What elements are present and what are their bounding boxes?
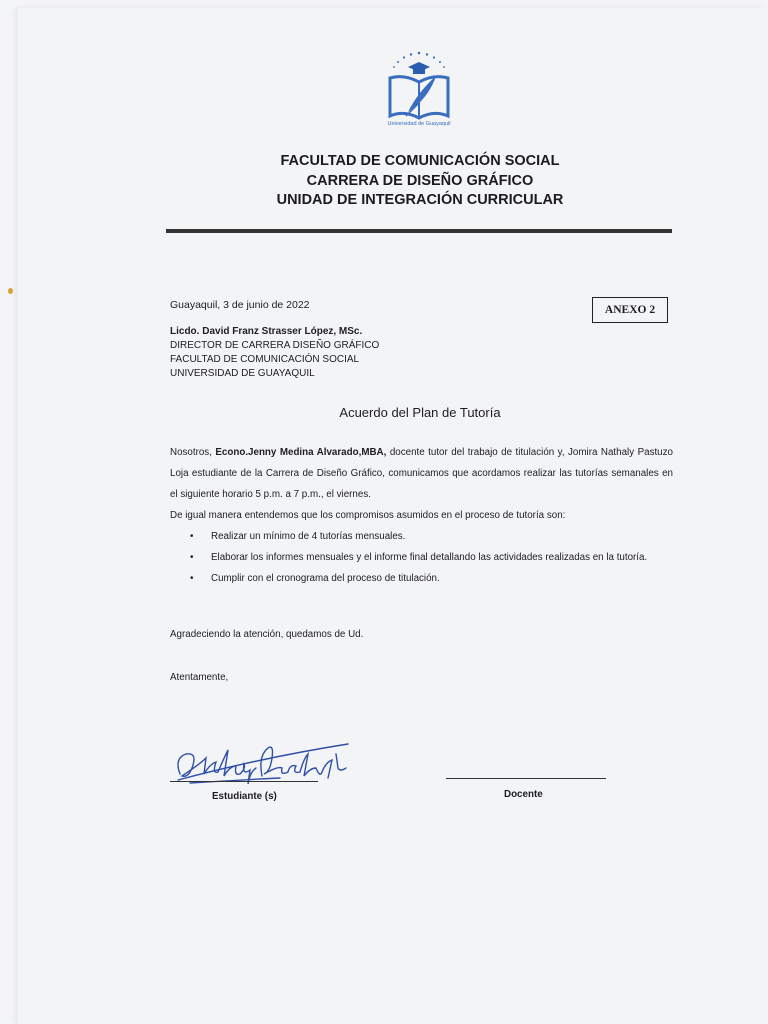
commitments-intro: De igual manera entendemos que los compromisos asumidos en el proceso de tutoría son: — [170, 510, 566, 521]
list-item: • Cumplir con el cronograma del proceso de titulación. — [170, 568, 673, 589]
intro-start: Nosotros, — [170, 447, 216, 458]
commitments-list — [170, 526, 673, 589]
intro-rest: docente tutor del trabajo de titulación y, Jomira Nathaly Pastuzo Loja estudiante de la Carrera de Diseño Gráfico, comunicamos que acordamos realizar las tutorías semanales en el siguiente horario 5 p.m. a 7 p.m., el viernes. — [170, 447, 673, 500]
header-faculty: FACULTAD DE COMUNICACIÓN SOCIAL — [280, 153, 560, 169]
student-signature — [170, 728, 352, 788]
document-title: Acuerdo del Plan de Tutoría — [339, 405, 501, 420]
student-signature-line — [170, 781, 318, 782]
list-item: • Elaborar los informes mensuales y el informe final detallando las actividades realizadas en la tutoría. — [170, 547, 673, 568]
document-date: Guayaquil, 3 de junio de 2022 — [170, 299, 310, 311]
document-header — [190, 152, 650, 211]
recipient-university: UNIVERSIDAD DE GUAYAQUIL — [170, 368, 315, 379]
student-label: Estudiante (s) — [212, 791, 277, 802]
intro-paragraph — [170, 442, 673, 505]
bullet-icon: • — [190, 552, 194, 563]
regards-text: Atentamente, — [170, 672, 229, 683]
tutor-name: Econo.Jenny Medina Alvarado,MBA, — [215, 447, 387, 458]
list-item: • Realizar un mínimo de 4 tutorías mensuales. — [170, 526, 673, 547]
recipient-faculty: FACULTAD DE COMUNICACIÓN SOCIAL — [170, 354, 360, 365]
teacher-signature-line — [446, 778, 606, 779]
university-logo-icon — [378, 48, 460, 132]
header-unit: UNIDAD DE INTEGRACIÓN CURRICULAR — [276, 192, 564, 208]
header-divider — [166, 229, 672, 233]
recipient-name: Licdo. David Franz Strasser López, MSc. — [170, 326, 363, 337]
logo-caption: Universidad de Guayaquil — [387, 121, 451, 127]
recipient-title: DIRECTOR DE CARRERA DISEÑO GRÁFICO — [170, 340, 380, 351]
header-career: CARRERA DE DISEÑO GRÁFICO — [306, 172, 534, 189]
bullet-icon: • — [190, 531, 194, 542]
recipient-block — [170, 325, 379, 381]
closing-text: Agradeciendo la atención, quedamos de Ud. — [170, 629, 364, 640]
bullet-icon: • — [190, 573, 194, 584]
annex-box: ANEXO 2 — [592, 297, 668, 323]
teacher-label: Docente — [504, 789, 543, 800]
paper-mark — [8, 288, 13, 294]
document-body — [170, 442, 673, 589]
